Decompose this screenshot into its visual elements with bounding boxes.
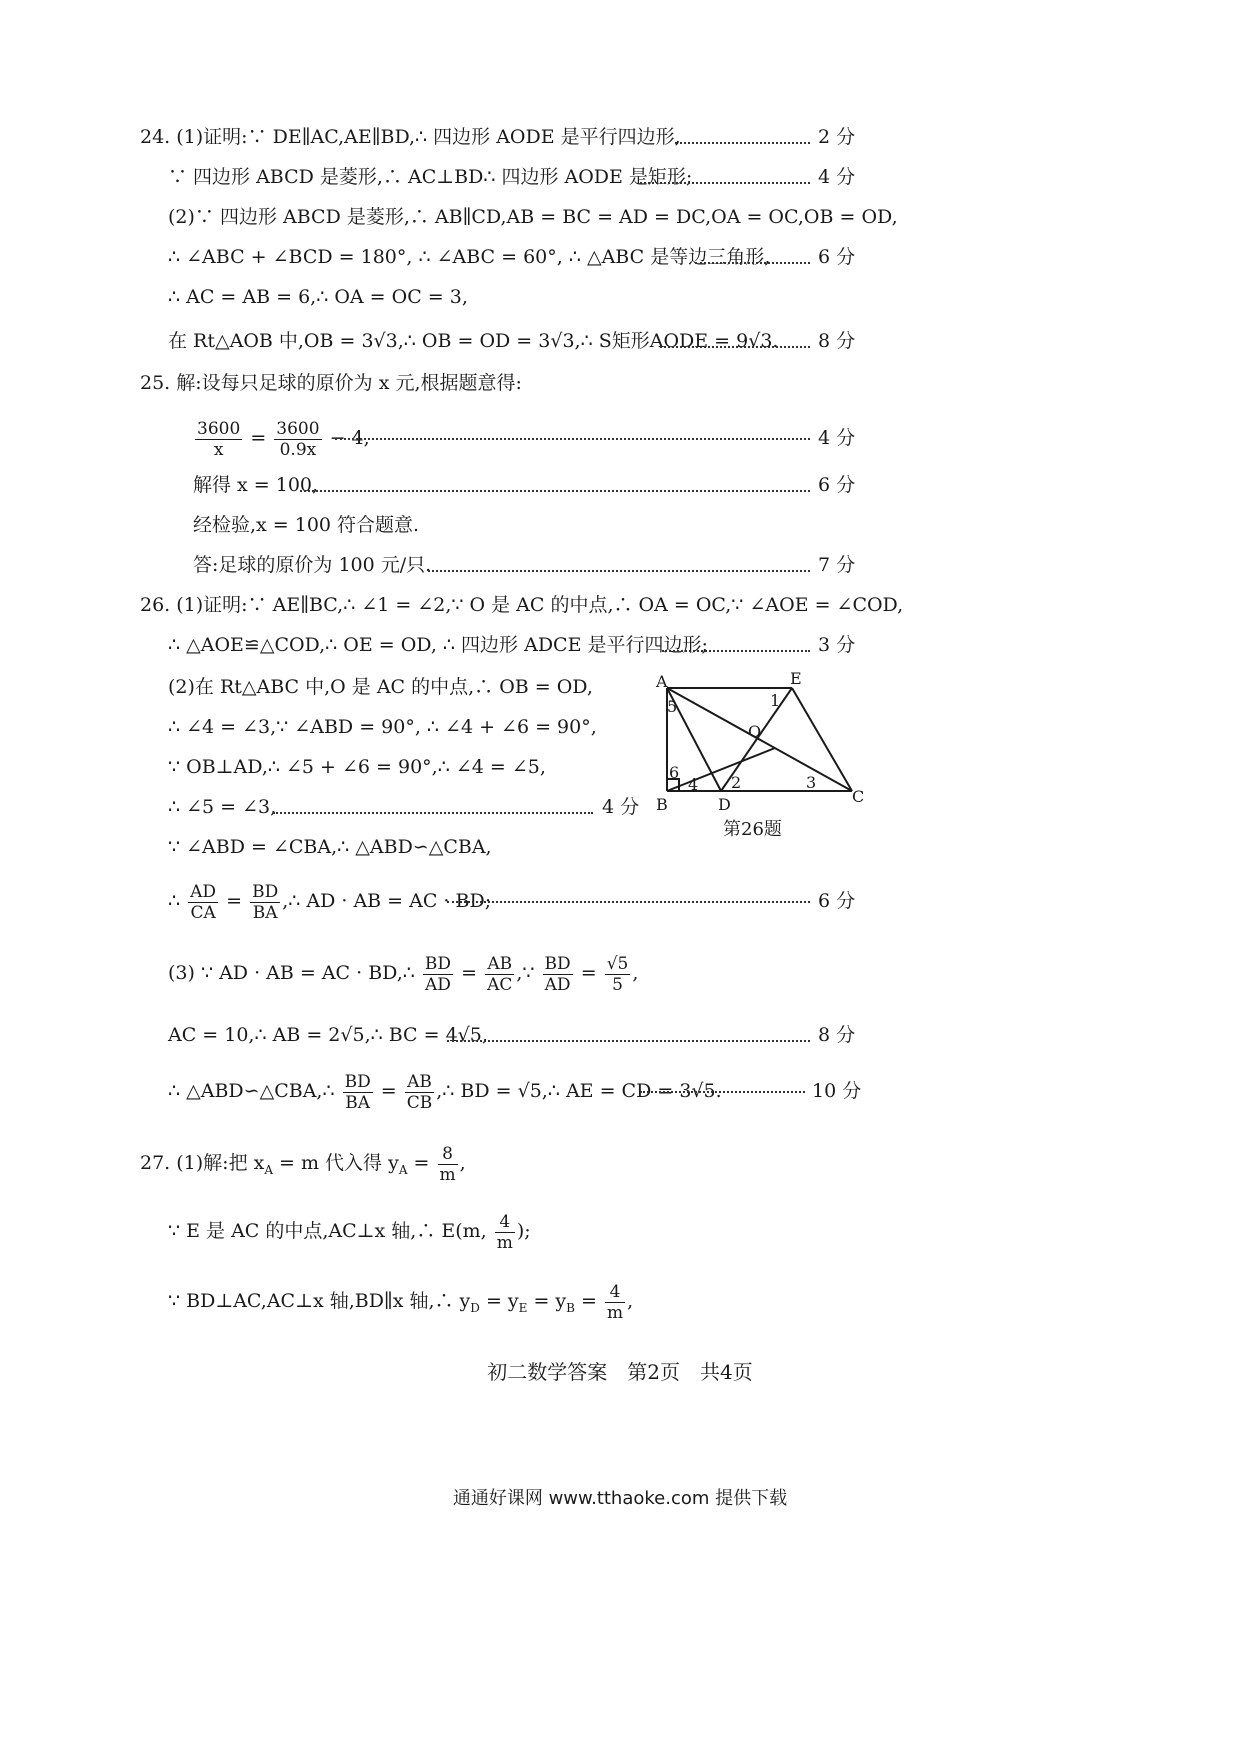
q27-line-1: 27. (1)解:把 $x_A = m$ 代入得 $y_A$ = $\frac{8}{m}$ , [140, 1143, 466, 1185]
q26-line-5 [0, 754, 1240, 784]
angle-label: 3 [806, 773, 817, 792]
figure-caption: 第26题 [723, 819, 782, 840]
q25-line-5-score: 7 分 [818, 554, 856, 576]
q25-line-3-score: 6 分 [818, 474, 856, 496]
q24-line-4-score: 6 分 [818, 246, 856, 268]
q25-line-5 [0, 552, 1240, 582]
fraction: $\frac{√5}{5}$ [606, 953, 629, 995]
q24-line-3 [0, 204, 1240, 234]
q26-line-4 [0, 714, 1240, 744]
angle-label: 6 [669, 763, 680, 782]
q26-line-3-text: (2)在 Rt△ABC 中,O 是 AC 的中点,∴ OB = OD, [168, 676, 593, 698]
q25-line-2: $\frac{3600}{x}$ = $\frac{3600}{0.9x}$ − 4, 4 分 [197, 418, 856, 460]
q26-line-1 [0, 592, 1240, 622]
angle-label: 4 [688, 775, 699, 794]
score-leader [447, 901, 810, 903]
q24-line-1-score: 2 分 [818, 126, 856, 148]
q26-line-10-text: AC = 10,∴ AB = 2√5,∴ BC = 4√5, [168, 1024, 488, 1046]
figure-26 [640, 660, 880, 850]
q26-line-4-text: ∴ ∠4 = ∠3,∵ ∠ABD = 90°, ∴ ∠4 + ∠6 = 90°, [168, 716, 597, 738]
q24-line-6-score: 8 分 [818, 330, 856, 352]
q26-line-11-score: 10 分 [812, 1080, 862, 1102]
q24-line-3-text: (2)∵ 四边形 ABCD 是菱形,∴ AB∥CD,AB = BC = AD = DC,OA = OC,OB = OD, [168, 206, 898, 228]
score-leader [662, 650, 810, 652]
q25-line-5-text: 答:足球的原价为 100 元/只. [193, 554, 432, 576]
q25-line-3 [0, 472, 1240, 502]
fraction: $\frac{AD}{CA}$ [190, 881, 217, 923]
fraction: $\frac{4}{m}$ [606, 1281, 624, 1323]
score-leader [660, 346, 810, 348]
q24-line-6 [0, 328, 1240, 358]
q26-line-8-score: 6 分 [818, 890, 856, 912]
q25-line-1 [0, 370, 1240, 400]
q26-line-10 [0, 1022, 1240, 1052]
fraction: $\frac{8}{m}$ [439, 1143, 456, 1185]
point-label: A [656, 672, 668, 691]
point-label: B [656, 795, 668, 814]
fraction: $\frac{AB}{AC}$ [487, 953, 513, 995]
q24-line-5-text: ∴ AC = AB = 6,∴ OA = OC = 3, [168, 286, 468, 308]
page-footer: 初二数学答案 第2页 共4页 [487, 1360, 753, 1384]
score-leader [300, 490, 810, 492]
q27-line-2: ∵ E 是 AC 的中点,AC⊥x 轴,∴ E(m, $\frac{4}{m}$ ); [168, 1211, 531, 1253]
fraction: $\frac{BD}{BA}$ [344, 1071, 371, 1113]
angle-label: 2 [731, 773, 742, 792]
q26-line-6-text: ∴ ∠5 = ∠3, [168, 796, 277, 818]
q26-line-2-text: ∴ △AOE≌△COD,∴ OE = OD, ∴ 四边形 ADCE 是平行四边形; [168, 634, 708, 656]
q25-line-2-score: 4 分 [818, 427, 856, 449]
q24-line-2-score: 4 分 [818, 166, 856, 188]
fraction: $\frac{3600}{0.9x}$ [276, 418, 320, 460]
score-leader [675, 142, 810, 144]
fraction: $\frac{AB}{CB}$ [406, 1071, 433, 1113]
point-label: E [790, 669, 802, 688]
q24-line-2 [0, 164, 1240, 194]
q24-line-5 [0, 284, 1240, 314]
fraction: $\frac{BD}{AD}$ [544, 953, 571, 995]
q26-line-6-score: 4 分 [602, 796, 640, 818]
q26-line-1-text: 26. (1)证明:∵ AE∥BC,∴ ∠1 = ∠2,∵ O 是 AC 的中点,∴ OA = OC,∵ ∠AOE = ∠COD, [140, 594, 904, 616]
q27-line-3: ∵ BD⊥AC,AC⊥x 轴,BD∥x 轴,∴ $y_D = y_E = y_B$ = $\frac{4}{m}$ , [168, 1281, 634, 1323]
q25-line-3-text: 解得 x = 100, [193, 474, 319, 496]
q26-line-8: ∴ $\frac{AD}{CA}$ = $\frac{BD}{BA}$ ,∴ AD · AB = AC · BD; 6 分 [168, 881, 856, 923]
point-label: C [852, 787, 865, 806]
score-leader [447, 1040, 810, 1042]
score-leader [273, 812, 593, 814]
score-leader [640, 1091, 805, 1093]
q26-line-5-text: ∵ OB⊥AD,∴ ∠5 + ∠6 = 90°,∴ ∠4 = ∠5, [168, 756, 546, 778]
watermark: 通通好课网 www.tthaoke.com 提供下载 [452, 1488, 788, 1509]
score-leader [335, 438, 810, 440]
q24-line-2-text: ∵ 四边形 ABCD 是菱形,∴ AC⊥BD∴ 四边形 AODE 是矩形; [168, 166, 693, 188]
q24-line-4-text: ∴ ∠ABC + ∠BCD = 180°, ∴ ∠ABC = 60°, ∴ △ABC 是等边三角形, [168, 246, 771, 268]
q26-line-2-score: 3 分 [818, 634, 856, 656]
q26-line-11: ∴ △ABD∽△CBA,∴ $\frac{BD}{BA}$ = $\frac{AB}{CB}$ ,∴ BD = √5,∴ AE = CD = 3√5. 10 分 [168, 1071, 862, 1113]
fraction: $\frac{3600}{x}$ [197, 418, 241, 460]
q26-line-7-text: ∵ ∠ABD = ∠CBA,∴ △ABD∽△CBA, [168, 836, 492, 858]
score-leader [428, 570, 810, 572]
angle-label: 1 [770, 691, 781, 710]
fraction: $\frac{4}{m}$ [496, 1211, 513, 1253]
score-leader [640, 182, 810, 184]
score-leader [695, 262, 810, 264]
q24-line-6-text: 在 Rt△AOB 中,OB = 3√3,∴ OB = OD = 3√3,∴ S矩形AODE = 9√3. [168, 330, 779, 352]
q25-line-4 [0, 512, 1240, 542]
point-label: O [748, 722, 762, 741]
q24-line-4 [0, 244, 1240, 274]
q26-line-7 [0, 834, 1240, 864]
q25-line-1-text: 25. 解:设每只足球的原价为 x 元,根据题意得: [140, 372, 522, 394]
q26-line-2 [0, 632, 1240, 662]
fraction: $\frac{BD}{AD}$ [424, 953, 452, 995]
q25-line-4-text: 经检验,x = 100 符合题意. [193, 514, 420, 536]
q24-line-1 [0, 124, 1240, 154]
q26-line-9: (3) ∵ AD · AB = AC · BD,∴ $\frac{BD}{AD}$ = $\frac{AB}{AC}$ ,∵ $\frac{BD}{AD}$ = $\frac{√5}{5}$ , [168, 953, 639, 995]
angle-label: 5 [667, 697, 678, 716]
q26-line-10-score: 8 分 [818, 1024, 856, 1046]
q26-line-3 [0, 674, 1240, 704]
q26-line-6 [0, 794, 650, 824]
fraction: $\frac{BD}{BA}$ [252, 881, 279, 923]
q24-line-1-text: 24. (1)证明:∵ DE∥AC,AE∥BD,∴ 四边形 AODE 是平行四边形, [140, 126, 681, 148]
point-label: D [718, 795, 731, 814]
